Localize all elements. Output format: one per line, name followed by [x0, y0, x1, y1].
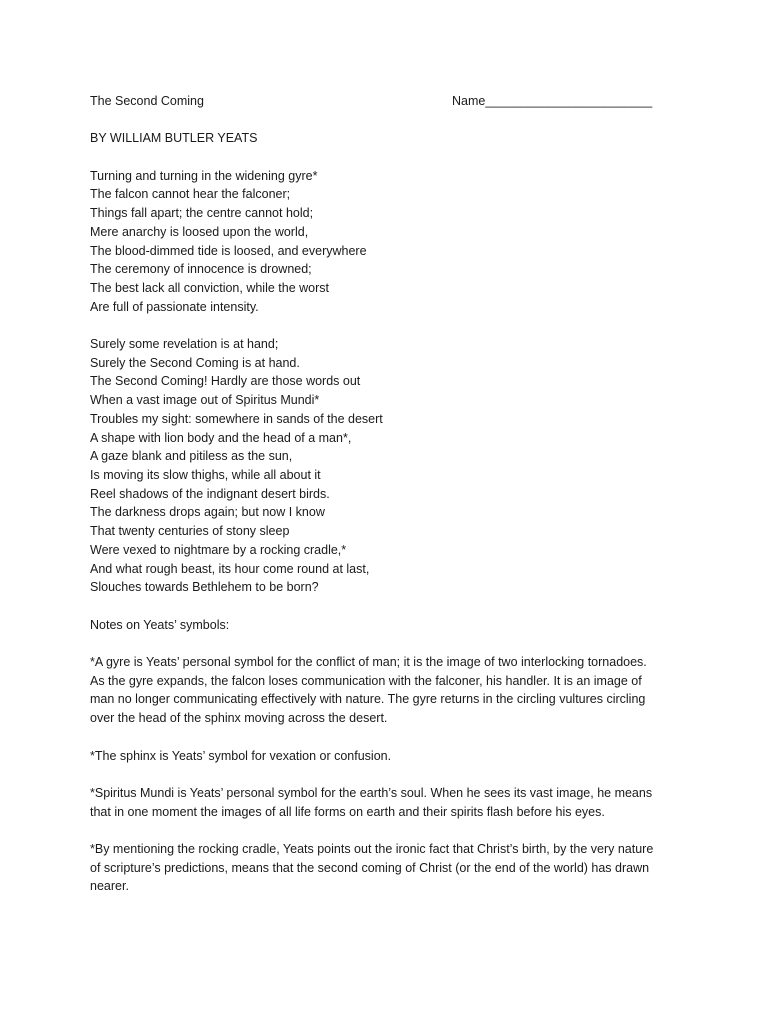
note-line: nearer.	[90, 879, 129, 894]
note-line: *A gyre is Yeats’ personal symbol for the conflict of man; it is the image of two interlocking tornadoes.	[90, 655, 647, 669]
note-line: over the head of the sphinx moving across the desert.	[90, 711, 388, 726]
poem-line: A gaze blank and pitiless as the sun,	[90, 449, 293, 464]
poem-line: When a vast image out of Spiritus Mundi*	[90, 393, 320, 408]
note-line: man no longer communicating effectively with nature. The gyre returns in the circling vultures circling	[90, 692, 646, 707]
note-line: As the gyre expands, the falcon loses communication with the falconer, his handler. It is an image of	[90, 673, 642, 688]
spacer	[90, 111, 690, 130]
document-page	[90, 92, 690, 896]
poem-line: A shape with lion body and the head of a man*,	[90, 430, 352, 445]
poem-line: And what rough beast, its hour come round at last,	[90, 561, 370, 576]
poem-line: The best lack all conviction, while the worst	[90, 280, 329, 295]
poem-line: The Second Coming! Hardly are those words out	[90, 374, 361, 389]
note-line: that in one moment the images of all life forms on earth and their spirits flash before his eyes.	[90, 804, 605, 819]
byline: BY WILLIAM BUTLER YEATS	[90, 131, 258, 146]
poem-line: Mere anarchy is loosed upon the world,	[90, 224, 309, 239]
spacer	[90, 148, 690, 167]
spacer	[90, 316, 690, 335]
poem-line: Were vexed to nightmare by a rocking cradle,*	[90, 542, 347, 557]
poem-line: The falcon cannot hear the falconer;	[90, 187, 291, 202]
poem-line: That twenty centuries of stony sleep	[90, 524, 290, 539]
poem-line: The darkness drops again; but now I know	[90, 505, 325, 520]
poem-line: Things fall apart; the centre cannot hold;	[90, 206, 314, 221]
poem-line: The blood-dimmed tide is loosed, and everywhere	[90, 243, 367, 258]
note-line: *The sphinx is Yeats’ symbol for vexation or confusion.	[90, 748, 392, 763]
poem-title: The Second Coming	[90, 94, 204, 108]
note-spiritus-mundi	[90, 784, 690, 821]
note-line: *Spiritus Mundi is Yeats’ personal symbol for the earth’s soul. When he sees its vast image, he means	[90, 785, 653, 800]
note-gyre	[90, 653, 690, 728]
spacer	[90, 821, 690, 840]
poem-line: Slouches towards Bethlehem to be born?	[90, 580, 319, 595]
notes-heading: Notes on Yeats’ symbols:	[90, 617, 230, 632]
poem-line: Troubles my sight: somewhere in sands of the desert	[90, 411, 383, 426]
note-line: *By mentioning the rocking cradle, Yeats points out the ironic fact that Christ’s birth, by the very nature	[90, 841, 654, 856]
spacer	[90, 597, 690, 616]
spacer	[90, 728, 690, 747]
poem-line: Reel shadows of the indignant desert birds.	[90, 486, 330, 501]
header-row	[90, 92, 690, 111]
poem-line: Are full of passionate intensity.	[90, 299, 259, 314]
spacer	[90, 765, 690, 784]
stanza-2	[90, 335, 690, 597]
poem-line: Surely some revelation is at hand;	[90, 337, 279, 352]
note-rocking-cradle	[90, 840, 690, 896]
stanza-1	[90, 167, 690, 317]
poem-line: Turning and turning in the widening gyre*	[90, 168, 318, 183]
note-sphinx	[90, 747, 690, 766]
name-field: Name________________________	[452, 94, 653, 108]
spacer	[90, 634, 690, 653]
note-line: of scripture’s predictions, means that the second coming of Christ (or the end of the world) has drawn	[90, 860, 650, 875]
poem-line: Is moving its slow thighs, while all about it	[90, 468, 321, 482]
poem-line: The ceremony of innocence is drowned;	[90, 262, 312, 277]
poem-line: Surely the Second Coming is at hand.	[90, 355, 300, 370]
